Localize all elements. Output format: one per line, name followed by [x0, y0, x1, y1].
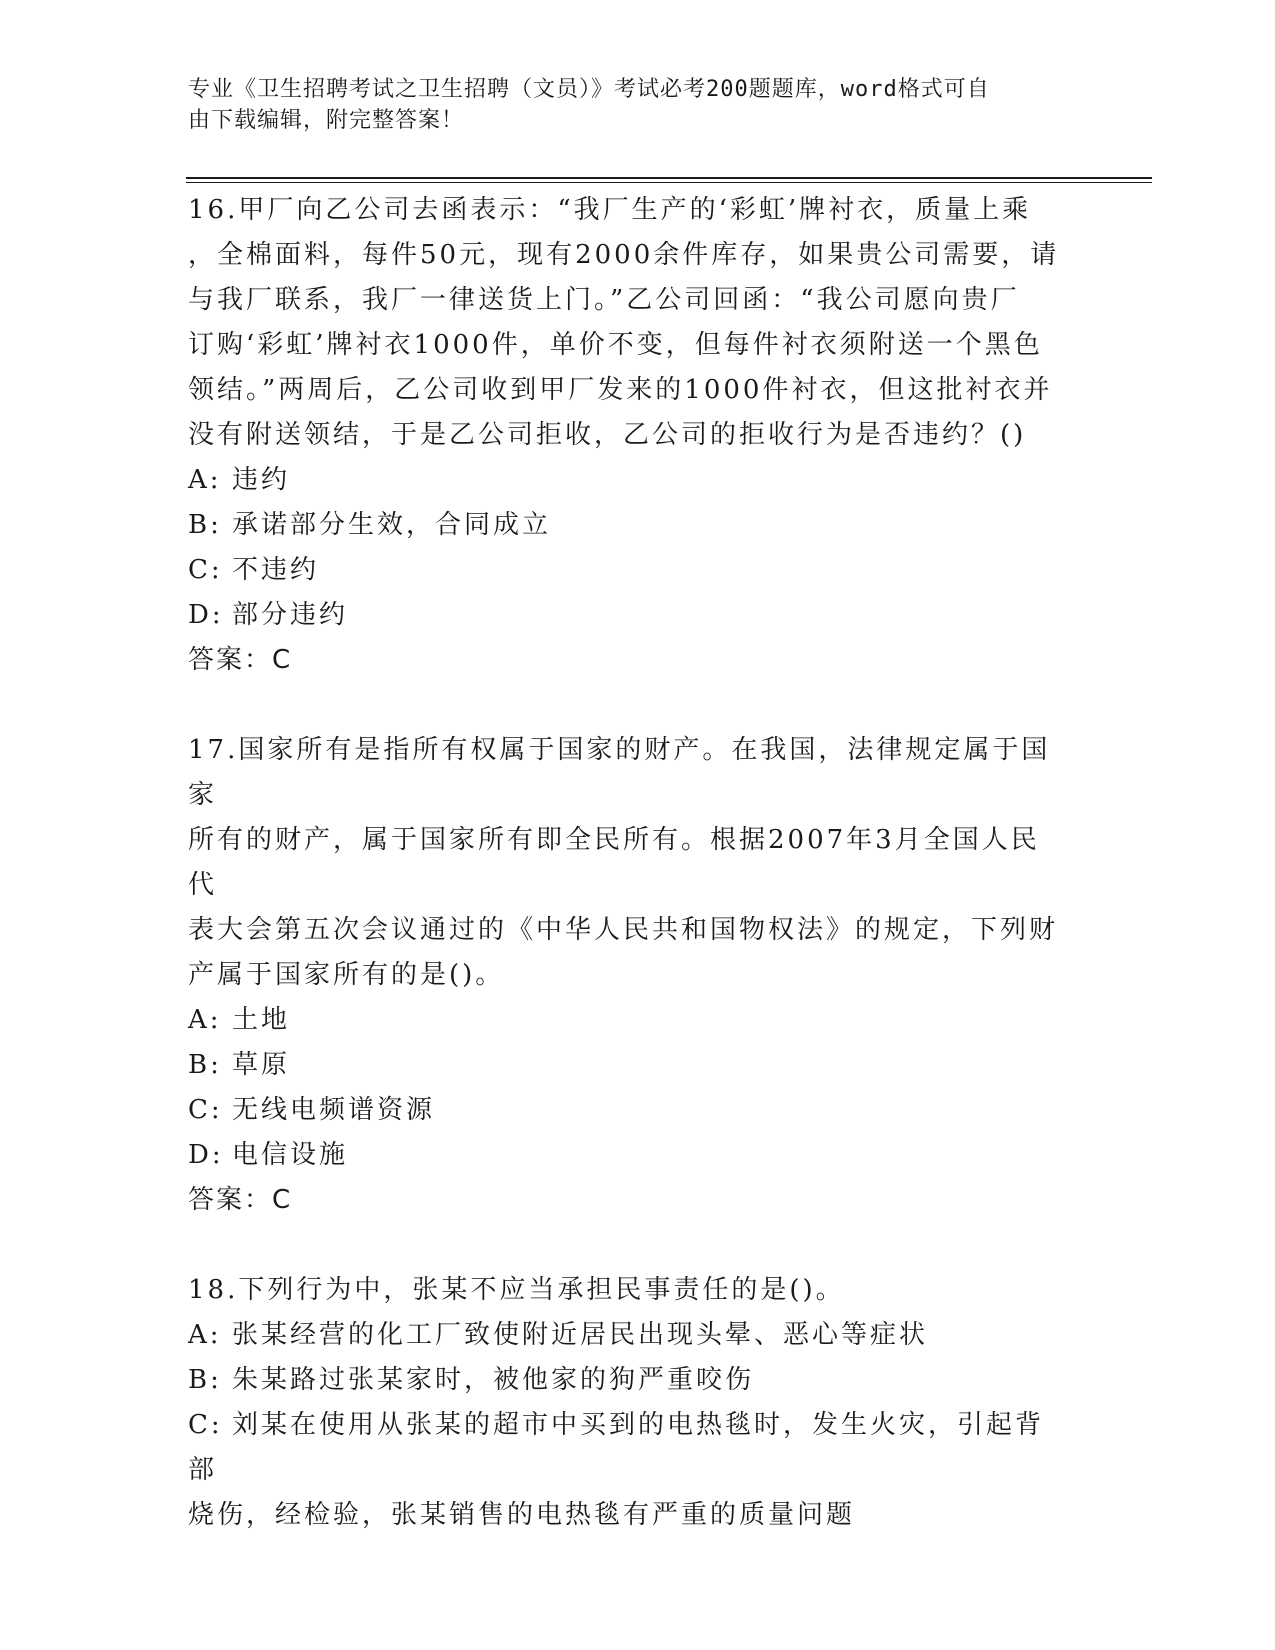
option-letter: B: [188, 1050, 222, 1080]
option-d [188, 1133, 1068, 1178]
question-line: 所有的财产，属于国家所有即全民所有。根据2007年3月全国人民代 [188, 825, 1040, 900]
option-text: 承诺部分生效，合同成立 [232, 510, 552, 540]
question-line: 18.下列行为中，张某不应当承担民事责任的是()。 [188, 1275, 845, 1305]
answer-line: 答案：C [188, 645, 293, 675]
option-c [188, 1088, 1068, 1133]
option-text: 无线电频谱资源 [232, 1095, 436, 1125]
option-a [188, 998, 1068, 1043]
option-text: 土地 [232, 1005, 291, 1035]
option-letter: A: [188, 1320, 222, 1350]
spacer [188, 1223, 1068, 1268]
question-line: 表大会第五次会议通过的《中华人民共和国物权法》的规定，下列财 [188, 915, 1059, 945]
question-line: 领结。”两周后，乙公司收到甲厂发来的1000件衬衣，但这批衬衣并 [188, 375, 1053, 405]
question-text [188, 188, 1068, 458]
question-line: ，全棉面料，每件50元，现有2000余件库存，如果贵公司需要，请 [188, 240, 1060, 270]
option-letter: D: [188, 600, 224, 630]
question-line: 产属于国家所有的是()。 [188, 960, 505, 990]
question-line: 与我厂联系，我厂一律送货上门。”乙公司回函：“我公司愿向贵厂 [188, 285, 1020, 315]
question-line: 订购‘彩虹’牌衬衣1000件，单价不变，但每件衬衣须附送一个黑色 [188, 330, 1043, 360]
option-text: 违约 [232, 465, 291, 495]
question-line: 没有附送领结，于是乙公司拒收，乙公司的拒收行为是否违约？() [188, 420, 1027, 450]
option-text: 张某经营的化工厂致使附近居民出现头晕、恶心等症状 [232, 1320, 929, 1350]
header-rule-thick [186, 177, 1152, 179]
option-text: 电信设施 [232, 1140, 349, 1170]
option-letter: C: [188, 555, 223, 585]
option-text: 朱某路过张某家时，被他家的狗严重咬伤 [232, 1365, 755, 1395]
option-letter: A: [188, 465, 222, 495]
option-text: 草原 [232, 1050, 291, 1080]
option-letter: B: [188, 510, 222, 540]
option-text: 部分违约 [232, 600, 349, 630]
option-a [188, 458, 1068, 503]
option-c [188, 548, 1068, 593]
option-d [188, 593, 1068, 638]
option-b [188, 503, 1068, 548]
document-header [188, 74, 1068, 136]
spacer [188, 683, 1068, 728]
question-text [188, 728, 1068, 998]
question-16 [188, 188, 1068, 683]
option-c [188, 1403, 1068, 1493]
header-rule-thin [186, 182, 1152, 183]
option-letter: A: [188, 1005, 222, 1035]
option-letter: D: [188, 1140, 224, 1170]
header-line-1: 专业《卫生招聘考试之卫生招聘（文员）》考试必考200题题库，word格式可自 [188, 77, 990, 102]
option-b [188, 1043, 1068, 1088]
question-line: 16.甲厂向乙公司去函表示：“我厂生产的‘彩虹’牌衬衣，质量上乘 [188, 195, 1032, 225]
question-18 [188, 1268, 1068, 1538]
option-a [188, 1313, 1068, 1358]
option-text: 不违约 [232, 555, 320, 585]
header-line-2: 由下载编辑，附完整答案！ [188, 108, 465, 133]
question-17 [188, 728, 1068, 1223]
option-letter: B: [188, 1365, 222, 1395]
question-text [188, 1268, 1068, 1313]
answer-line: 答案：C [188, 1185, 293, 1215]
question-list [188, 188, 1068, 1538]
option-letter: C: [188, 1410, 223, 1440]
option-b [188, 1358, 1068, 1403]
option-text: 刘某在使用从张某的超市中买到的电热毯时，发生火灾，引起背部 [188, 1410, 1045, 1485]
option-continuation: 烧伤，经检验，张某销售的电热毯有严重的质量问题 [188, 1500, 856, 1530]
option-letter: C: [188, 1095, 223, 1125]
question-line: 17.国家所有是指所有权属于国家的财产。在我国，法律规定属于国家 [188, 735, 1051, 810]
